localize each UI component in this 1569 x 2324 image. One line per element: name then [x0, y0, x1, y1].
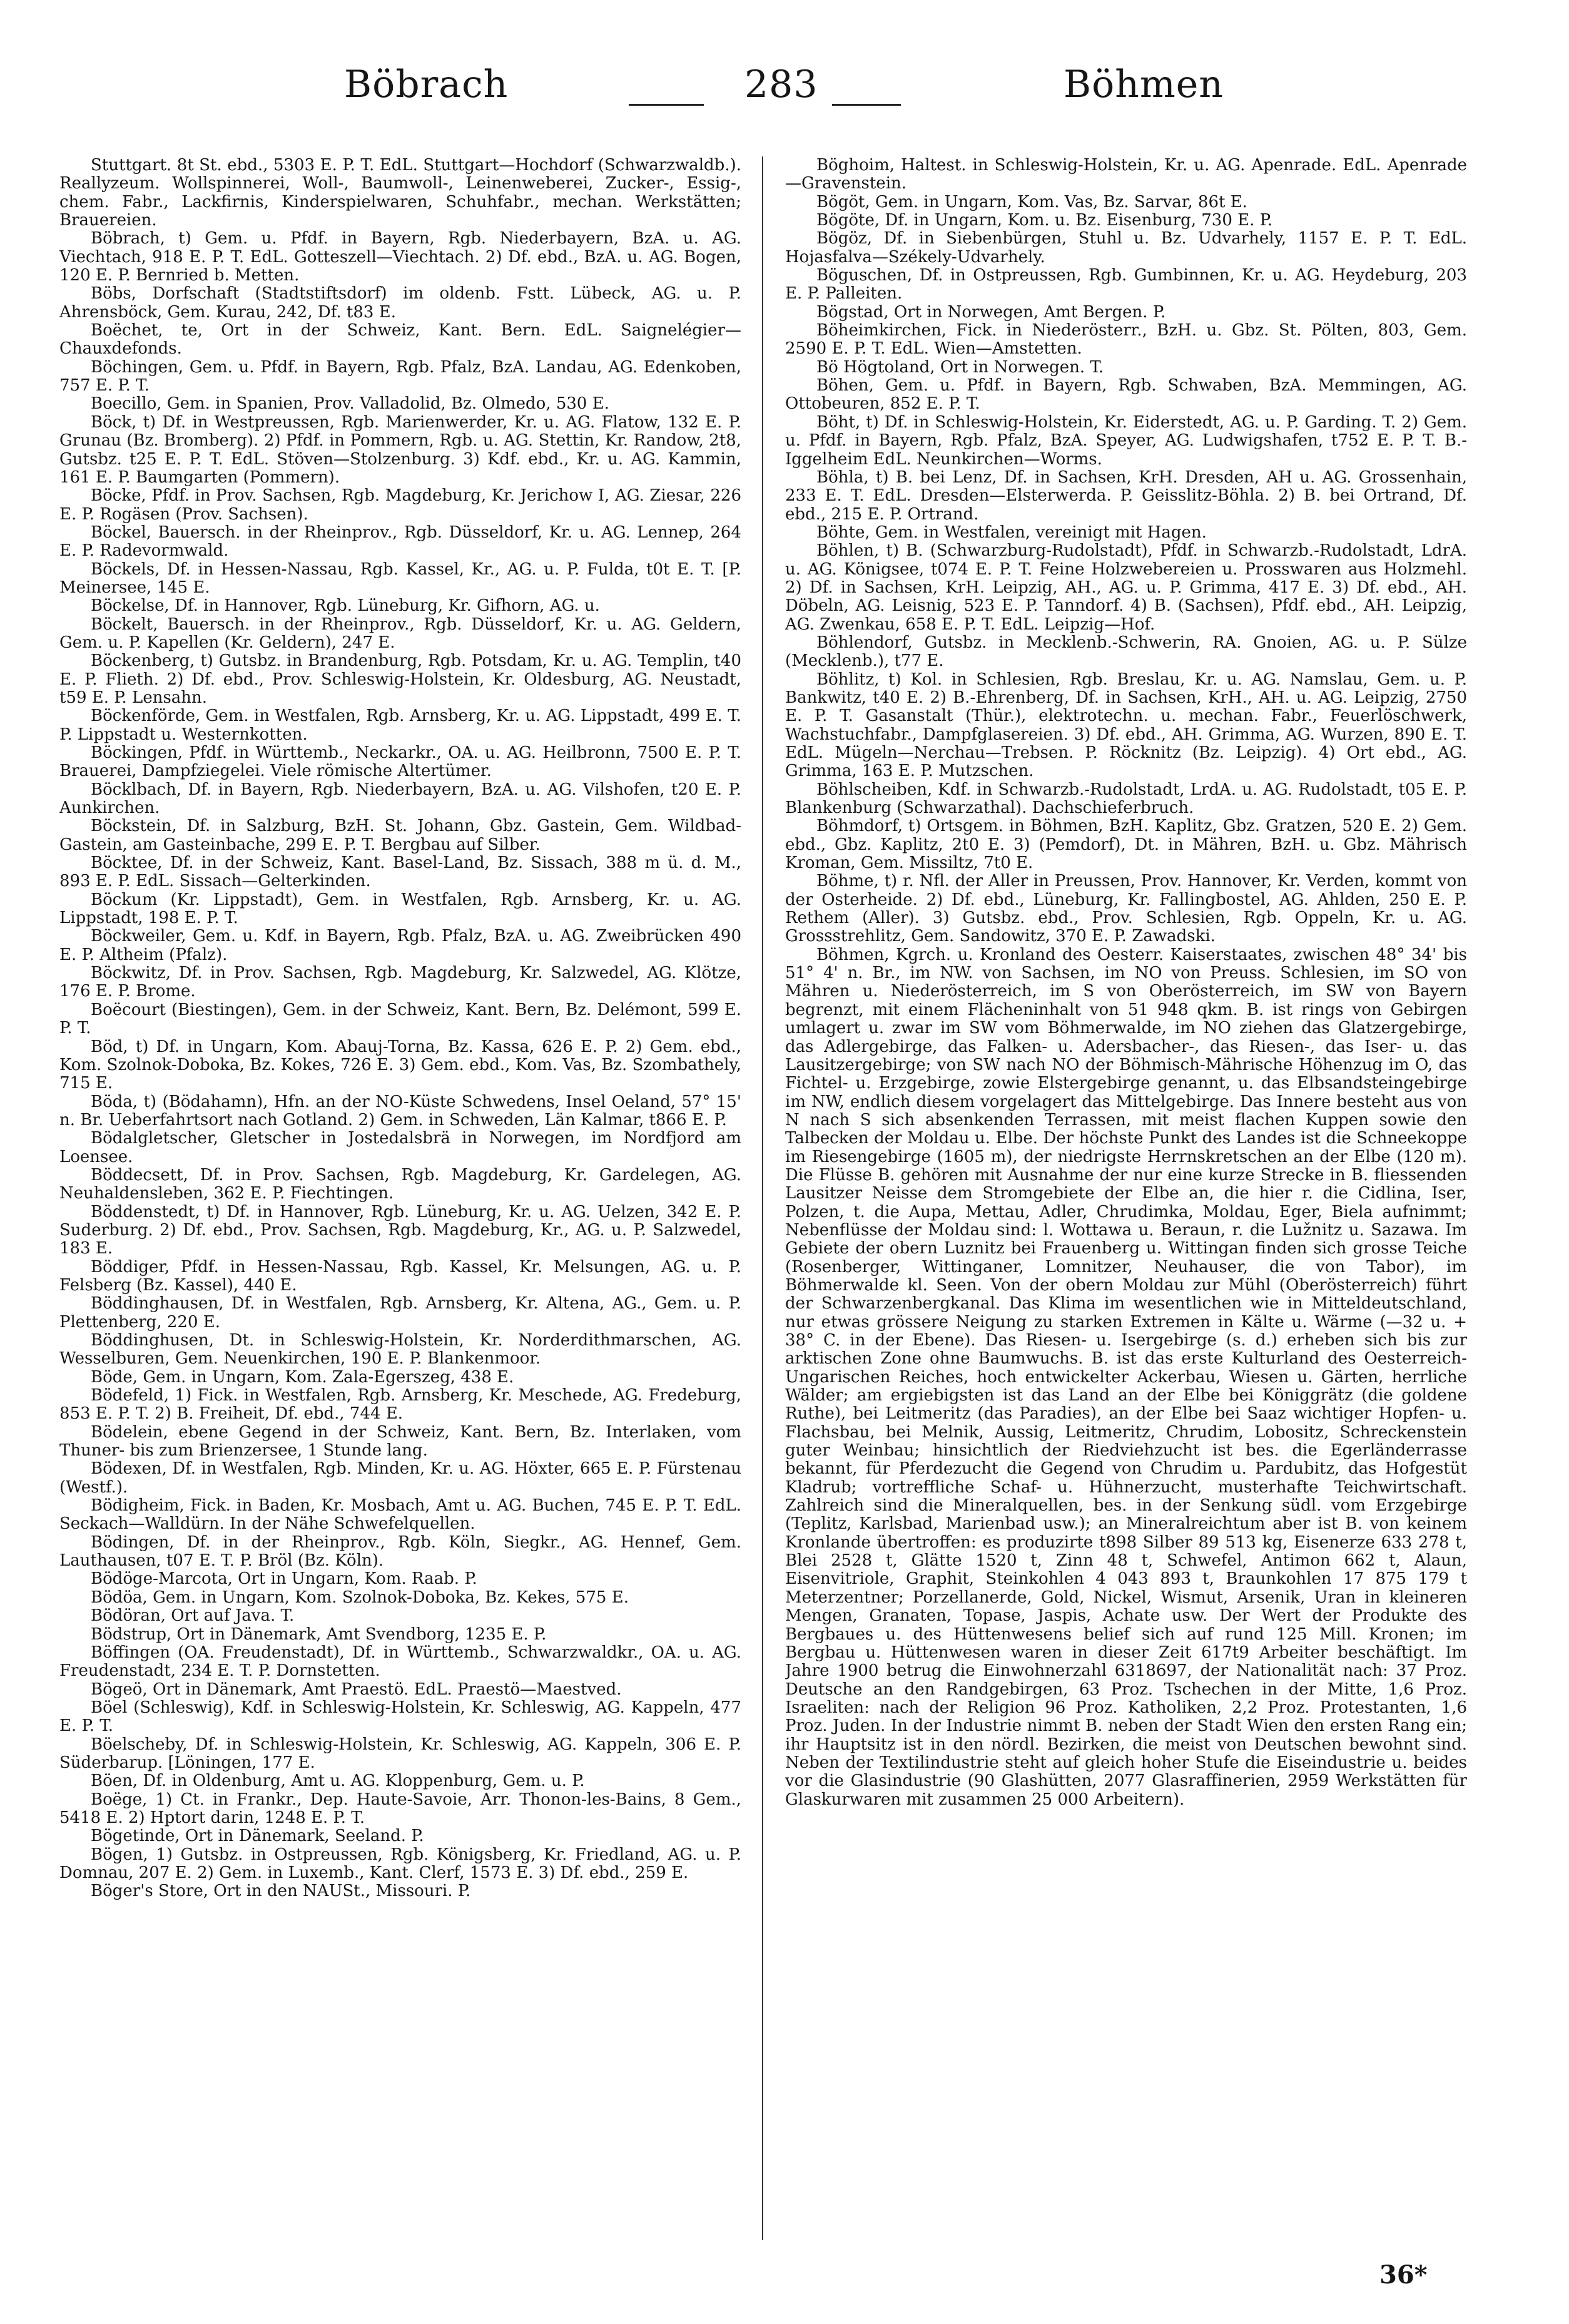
dictionary-entry: Böckingen, Pfdf. in Württemb., Neckarkr., OA. u. AG. Heilbronn, 7500 E. P. T. Brauerei, Dampfziegelei. Viele römische Altertümer. [59, 743, 741, 781]
header-left-keyword: Böbrach [344, 63, 509, 106]
header-dash-right [832, 104, 901, 106]
dictionary-entry: Böffingen (OA. Freudenstadt), Df. in Württemb., Schwarzwaldkr., OA. u. AG. Freudenstadt, 234 E. T. P. Dornstetten. [59, 1643, 741, 1681]
dictionary-entry: Böhmdorf, t) Ortsgem. in Böhmen, BzH. Kaplitz, Gbz. Gratzen, 520 E. 2) Gem. ebd., Gbz. Kaplitz, 2t0 E. 3) (Pemdorf), Dt. in Mähren, BzH. u. Gbz. Mährisch Kroman, Gem. Missiltz, 7t0 E. [785, 817, 1467, 873]
dictionary-entry: Böckenförde, Gem. in Westfalen, Rgb. Arnsberg, Kr. u. AG. Lippstadt, 499 E. T. P. Lippstadt u. Westernkotten. [59, 706, 741, 744]
dictionary-entry: Böd, t) Df. in Ungarn, Kom. Abauj-Torna, Bz. Kassa, 626 E. P. 2) Gem. ebd., Kom. Szolnok-Doboka, Bz. Kokes, 726 E. 3) Gem. ebd., Kom. Vas, Bz. Szombathely, 715 E. [59, 1037, 741, 1093]
header-right-keyword: Böhmen [1064, 63, 1224, 106]
dictionary-entry: Böddenstedt, t) Df. in Hannover, Rgb. Lüneburg, Kr. u. AG. Uelzen, 342 E. P. Suderburg. 2) Df. ebd., Prov. Sachsen, Rgb. Magdeburg, Kr., AG. u. P. Salzwedel, 183 E. [59, 1202, 741, 1258]
dictionary-entry: Böckweiler, Gem. u. Kdf. in Bayern, Rgb. Pfalz, BzA. u. AG. Zweibrücken 490 E. P. Altheim (Pfalz). [59, 927, 741, 964]
dictionary-entry: Bödöa, Gem. in Ungarn, Kom. Szolnok-Doboka, Bz. Kekes, 575 E. [91, 1588, 629, 1607]
dictionary-entry: Böghoim, Haltest. in Schleswig-Holstein, Kr. u. AG. Apenrade. EdL. Apenrade—Gravenstein. [785, 156, 1467, 193]
dictionary-entry: Böhlendorf, Gutsbz. in Mecklenb.-Schwerin, RA. Gnoien, AG. u. P. Sülze (Mecklenb.), t77 E. [785, 633, 1467, 671]
dictionary-entry: Böhla, t) B. bei Lenz, Df. in Sachsen, KrH. Dresden, AH u. AG. Grossenhain, 233 E. T. EdL. Dresden—Elsterwerda. P. Geisslitz-Böhla. 2) B. bei Ortrand, Df. ebd., 215 E. P. Ortrand. [785, 467, 1467, 524]
signature-mark: 36* [1379, 2260, 1428, 2290]
dictionary-entry: Böchingen, Gem. u. Pfdf. in Bayern, Rgb. Pfalz, BzA. Landau, AG. Edenkoben, 757 E. P. T. [59, 357, 741, 395]
dictionary-entry: Boëge, 1) Ct. in Frankr., Dep. Haute-Savoie, Arr. Thonon-les-Bains, 8 Gem., 5418 E. 2) Hptort darin, 1248 E. P. T. [59, 1790, 741, 1827]
dictionary-entry: Böbs, Dorfschaft (Stadtstiftsdorf) im oldenb. Fstt. Lübeck, AG. u. P. Ahrensböck, Gem. Kurau, 242, Df. t83 E. [59, 284, 741, 322]
dictionary-entry: Böddiger, Pfdf. in Hessen-Nassau, Rgb. Kassel, Kr. Melsungen, AG. u. P. Felsberg (Bz. Kassel), 440 E. [59, 1257, 741, 1295]
dictionary-entry: Bödstrup, Ort in Dänemark, Amt Svendborg, 1235 E. P. [91, 1624, 547, 1644]
header-dash-left [629, 104, 704, 106]
dictionary-entry: Böck, t) Df. in Westpreussen, Rgb. Marienwerder, Kr. u. AG. Flatow, 132 E. P. Grunau (Bz. Bromberg). 2) Pfdf. in Pommern, Rgb. u. AG. Stettin, Kr. Randow, 2t8, Gutsbz. t25 E. P. T. EdL. Stöven—Stolzenburg. 3) Kdf. ebd., Kr. u. AG. Kammin, 161 E. P. Baumgarten (Pommern). [59, 412, 741, 487]
dictionary-entry: Böhlscheiben, Kdf. in Schwarzb.-Rudolstadt, LrdA. u. AG. Rudolstadt, t05 E. P. Blankenburg (Schwarzathal). Dachschieferbruch. [785, 780, 1467, 818]
dictionary-entry: Bögen, 1) Gutsbz. in Ostpreussen, Rgb. Königsberg, Kr. Friedland, AG. u. P. Domnau, 207 E. 2) Gem. in Luxemb., Kant. Clerf, 1573 E. 3) Df. ebd., 259 E. [59, 1845, 741, 1882]
dictionary-entry: Bö Högtoland, Ort in Norwegen. T. [816, 357, 1104, 377]
dictionary-entry: Böel (Schleswig), Kdf. in Schleswig-Holstein, Kr. Schleswig, AG. Kappeln, 477 E. P. T. [59, 1698, 741, 1736]
dictionary-entry: Bögstad, Ort in Norwegen, Amt Bergen. P. [816, 302, 1166, 322]
dictionary-entry: Böhte, Gem. in Westfalen, vereinigt mit Hagen. [816, 522, 1207, 542]
dictionary-entry: Bögöte, Df. in Ungarn, Kom. u. Bz. Eisenburg, 730 E. P. [816, 211, 1273, 230]
dictionary-entry: Böger's Store, Ort in den NAUSt., Missouri. P. [91, 1882, 471, 1901]
dictionary-entry: Böcklbach, Df. in Bayern, Rgb. Niederbayern, BzA. u. AG. Vilshofen, t20 E. P. Aunkirchen. [59, 780, 741, 818]
dictionary-entry: Böddinghusen, Dt. in Schleswig-Holstein, Kr. Norderdithmarschen, AG. Wesselburen, Gem. Neuenkirchen, 190 E. P. Blankenmoor. [59, 1331, 741, 1368]
dictionary-entry: Böguschen, Df. in Ostpreussen, Rgb. Gumbinnen, Kr. u. AG. Heydeburg, 203 E. P. Palleiten. [785, 266, 1467, 303]
dictionary-entry: Bödöge-Marcota, Ort in Ungarn, Kom. Raab. P. [91, 1569, 477, 1589]
dictionary-entry: Böddecsett, Df. in Prov. Sachsen, Rgb. Magdeburg, Kr. Gardelegen, AG. Neuhaldensleben, 362 E. P. Fiechtingen. [59, 1165, 741, 1203]
dictionary-entry: Böckelse, Df. in Hannover, Rgb. Lüneburg, Kr. Gifhorn, AG. u. [91, 596, 600, 616]
dictionary-entry: Böde, Gem. in Ungarn, Kom. Zala-Egerszeg, 438 E. [91, 1367, 514, 1387]
dictionary-entry: Bögöz, Df. in Siebenbürgen, Stuhl u. Bz. Udvarhely, 1157 E. P. T. EdL. Hojasfalva—Székely-Udvarhely. [785, 229, 1467, 267]
dictionary-entry: Böhmen, Kgrch. u. Kronland des Oesterr. Kaiserstaates, zwischen 48° 34' bis 51° 4' n. Br., im NW. von Sachsen, im NO von Preuss. Schlesien, im SO von Mähren u. Niederösterreich, im S von Oberösterreich, im SW von Bayern begrenzt, mit einem Flächeninhalt von 51 948 qkm. B. ist rings von Gebirgen umlagert u. zwar im SW vom Böhmerwalde, im NO ziehen das Glatzergebirge, das Adlergebirge, das Falken- u. Adersbacher-, das Riesen-, das Iser- u. das Lausitzergebirge; von SW nach NO der Böhmisch-Mährische Höhenzug im O, das Fichtel- u. Erzgebirge, zowie Elstergebirge genannt, u. das Elbsandsteingebirge im NW, endlich diesem vorgelagert das Mittelgebirge. Das Innere besteht aus von N nach S sich absenkenden Terrassen, mit meist flachen Kuppen sowie den Talbecken der Moldau u. Elbe. Der höchste Punkt des Landes ist die Schneekoppe im Riesengebirge (1605 m), der niedrigste Herrnskretschen an der Elbe (120 m). Die Flüsse B. gehören mit Ausnahme der nur eine kurze Strecke in B. fliessenden Lausitzer Neisse dem Stromgebiete der Elbe an, die hier r. die Cidlina, Iser, Polzen, t. die Aupa, Mettau, Adler, Chrudimka, Moldau, Eger, Biela aufnimmt; Nebenflüsse der Moldau sind: l. Wottawa u. Beraun, r. die Lužnitz u. Sazawa. Im Gebiete der obern Luznitz bei Frauenberg u. Wittingan finden sich grosse Teiche (Rosenberger, Wittinganer, Lomnitzer, Neuhauser, die von Tabor), im Böhmerwalde kl. Seen. Von der obern Moldau zur Mühl (Oberösterreich) führt der Schwarzenbergkanal. Das Klima im wesentlichen wie in Mitteldeutschland, nur etwas grössere Neigung zu starken Extremen in Kälte u. Wärme (—32 u. + 38° C. in der Ebene). Das Riesen- u. Isergebirge (s. d.) erheben sich bis zur arktischen Zone ohne Baumwuchs. B. ist das erste Kulturland des Oesterreich-Ungarischen Reiches, hoch entwickelter Ackerbau, Wiesen u. Gärten, herrliche Wälder; am ergiebigsten ist das Land an der Elbe bei Königgrätz (die goldene Ruthe), bei Leitmeritz (das Paradies), an der Elbe bei Saaz wichtiger Hopfen- u. Flachsbau, bei Melnik, Aussig, Leitmeritz, Chrudim, Lobositz, Schreckenstein guter Weinbau; hinsichtlich der Riedviehzucht ist bes. die Egerländerrasse bekannt, für Pferdezucht die Gegend von Chrudim u. Pardubitz, das Hofgestüt Kladrub; vortreffliche Schaf- u. Hühnerzucht, musterhafte Teichwirtschaft. Zahlreich sind die Mineralquellen, bes. in der Senkung südl. vom Erzgebirge (Teplitz, Karlsbad, Marienbad usw.); an Mineralreichtum aber ist B. von keinem Kronlande übertroffen: es produzirte t898 Silber 89 513 kg, Eisenerze 633 278 t, Blei 2528 t, Glätte 1520 t, Zinn 48 t, Schwefel, Antimon 662 t, Alaun, Eisenvitriole, Graphit, Steinkohlen 4 043 893 t, Braunkohlen 17 875 179 t Meterzentner; Porzellanerde, Gold, Nickel, Wismut, Arsenik, Uran in kleineren Mengen, Granaten, Topase, Jaspis, Achate usw. Der Wert der Produkte des Bergbaues u. des Hüttenwesens belief sich auf rund 125 Mill. Kronen; im Bergbau u. Hüttenwesen waren in dieser Zeit 617t9 Arbeiter beschäftigt. Im Jahre 1900 betrug die Einwohnerzahl 6318697, der Nationalität nach: 37 Proz. Deutsche an den Randgebirgen, 63 Proz. Tschechen in der Mitte, 1,6 Proz. Israeliten: nach der Religion 96 Proz. Katholiken, 2,2 Proz. Protestanten, 1,6 Proz. Juden. In der Industrie nimmt B. neben der Stadt Wien den ersten Rang ein; ihr Hauptsitz ist in den nördl. Bezirken, die meist von Deutschen bewohnt sind. Neben der Textilindustrie steht auf gleich hoher Stufe die Eiseindustrie u. beides vor die Glasindustrie (90 Glashütten, 2077 Glasraffinerien, 2959 Werkstätten für Glaskurwaren mit zusammen 25 000 Arbeitern). [785, 945, 1467, 1809]
dictionary-entry: Bödelein, ebene Gegend in der Schweiz, Kant. Bern, Bz. Interlaken, vom Thuner- bis zum Brienzersee, 1 Stunde lang. [59, 1422, 741, 1460]
dictionary-entry: Bödigheim, Fick. in Baden, Kr. Mosbach, Amt u. AG. Buchen, 745 E. P. T. EdL. Seckach—Walldürn. In der Nähe Schwefelquellen. [59, 1496, 741, 1534]
dictionary-entry: Boëchet, te, Ort in der Schweiz, Kant. Bern. EdL. Saignelégier—Chauxdefonds. [59, 321, 741, 359]
dictionary-entry: Böen, Df. in Oldenburg, Amt u. AG. Kloppenburg, Gem. u. P. [91, 1771, 585, 1791]
dictionary-entry: Bödexen, Df. in Westfalen, Rgb. Minden, Kr. u. AG. Höxter, 665 E. P. Fürstenau (Westf.). [59, 1459, 741, 1497]
dictionary-entry: Böddinghausen, Df. in Westfalen, Rgb. Arnsberg, Kr. Altena, AG., Gem. u. P. Plettenberg, 220 E. [59, 1294, 741, 1332]
dictionary-entry: Böhme, t) r. Nfl. der Aller in Preussen, Prov. Hannover, Kr. Verden, kommt von der Osterheide. 2) Df. ebd., Lüneburg, Kr. Fallingbostel, AG. Ahlden, 250 E. P. Rethem (Aller). 3) Gutsbz. ebd., Prov. Schlesien, Rgb. Oppeln, Kr. u. AG. Grossstrehlitz, Gem. Sandowitz, 370 E. P. Zawadski. [785, 872, 1467, 946]
dictionary-entry: Böbrach, t) Gem. u. Pfdf. in Bayern, Rgb. Niederbayern, BzA. u. AG. Viechtach, 918 E. P. T. EdL. Gotteszell—Viechtach. 2) Df. ebd., BzA. u. AG. Bogen, 120 E. P. Bernried b. Metten. [59, 229, 741, 285]
dictionary-entry: Böhlen, t) B. (Schwarzburg-Rudolstadt), Pfdf. in Schwarzb.-Rudolstadt, LdrA. u. AG. Königsee, t074 E. P. T. Feine Holzwebereien u. Prosswaren aus Holzmehl. 2) Df. in Sachsen, KrH. Leipzig, AH., AG. u. P. Grimma, 417 E. 3) Df. ebd., AH. Döbeln, AG. Leisnig, 523 E. P. Tanndorf. 4) B. (Sachsen), Pfdf. ebd., AH. Leipzig, AG. Zwenkau, 658 E. P. T. EdL. Leipzig—Hof. [785, 541, 1467, 634]
dictionary-entry: Böheimkirchen, Fick. in Niederösterr., BzH. u. Gbz. St. Pölten, 803, Gem. 2590 E. P. T. EdL. Wien—Amstetten. [785, 321, 1467, 359]
dictionary-entry: Böda, t) (Bödahamn), Hfn. an der NO-Küste Schwedens, Insel Oeland, 57° 15' n. Br. Ueberfahrtsort nach Gotland. 2) Gem. in Schweden, Län Kalmar, t866 E. P. [59, 1092, 741, 1129]
dictionary-entry: Stuttgart. 8t St. ebd., 5303 E. P. T. EdL. Stuttgart—Hochdorf (Schwarzwaldb.). Reallyzeum. Wollspinnerei, Woll-, Baumwoll-, Leinenweberei, Zucker-, Essig-, chem. Fabr., Lackfirnis, Kinderspielwaren, Schuhfabr., mechan. Werkstätten; Brauereien. [59, 156, 741, 230]
dictionary-entry: Böhen, Gem. u. Pfdf. in Bayern, Rgb. Schwaben, BzA. Memmingen, AG. Ottobeuren, 852 E. P. T. [785, 376, 1467, 414]
dictionary-entry: Bödingen, Df. in der Rheinprov., Rgb. Köln, Siegkr., AG. Hennef, Gem. Lauthausen, t07 E. T. P. Bröl (Bz. Köln). [59, 1532, 741, 1571]
dictionary-entry: Bödefeld, 1) Fick. in Westfalen, Rgb. Arnsberg, Kr. Meschede, AG. Fredeburg, 853 E. P. T. 2) B. Freiheit, Df. ebd., 744 E. [59, 1386, 741, 1424]
dictionary-entry: Böcke, Pfdf. in Prov. Sachsen, Rgb. Magdeburg, Kr. Jerichow I, AG. Ziesar, 226 E. P. Rogäsen (Prov. Sachsen). [59, 486, 741, 524]
left-column [59, 156, 741, 2259]
dictionary-entry: Böckwitz, Df. in Prov. Sachsen, Rgb. Magdeburg, Kr. Salzwedel, AG. Klötze, 176 E. P. Brome. [59, 964, 741, 1001]
dictionary-entry: Bödöran, Ort auf Java. T. [91, 1606, 295, 1626]
dictionary-entry: Bögetinde, Ort in Dänemark, Seeland. P. [91, 1827, 424, 1846]
dictionary-entry: Böcktee, Df. in der Schweiz, Kant. Basel-Land, Bz. Sissach, 388 m ü. d. M., 893 E. P. EdL. Sissach—Gelterkinden. [59, 854, 741, 891]
dictionary-entry: Böckenberg, t) Gutsbz. in Brandenburg, Rgb. Potsdam, Kr. u. AG. Templin, t40 E. P. Flieth. 2) Df. ebd., Prov. Schleswig-Holstein, Kr. Oldesburg, AG. Neustadt, t59 E. P. Lensahn. [59, 651, 741, 707]
dictionary-entry: Böckels, Df. in Hessen-Nassau, Rgb. Kassel, Kr., AG. u. P. Fulda, t0t E. T. [P. Meinersee, 145 E. [59, 559, 741, 597]
right-column [785, 156, 1467, 2259]
dictionary-entry: Böckelt, Bauersch. in der Rheinprov., Rgb. Düsseldorf, Kr. u. AG. Geldern, Gem. u. P. Kapellen (Kr. Geldern), 247 E. [59, 614, 741, 652]
dictionary-entry: Böelscheby, Df. in Schleswig-Holstein, Kr. Schleswig, AG. Kappeln, 306 E. P. Süderbarup. [Löningen, 177 E. [59, 1735, 741, 1772]
dictionary-entry: Boecillo, Gem. in Spanien, Prov. Valladolid, Bz. Olmedo, 530 E. [91, 394, 609, 414]
column-divider [762, 156, 763, 2240]
dictionary-entry: Böhlitz, t) Kol. in Schlesien, Rgb. Breslau, Kr. u. AG. Namslau, Gem. u. P. Bankwitz, t40 E. 2) B.-Ehrenberg, Df. in Sachsen, KrH., AH. u. AG. Leipzig, 2750 E. P. T. Gasanstalt (Thür.), elektrotechn. u. mechan. Fabr., Feuerlöschwerk, Wachstuchfabr., Dampfglasereien. 3) Df. ebd., AH. Grimma, AG. Wurzen, 890 E. T. EdL. Mügeln—Nerchau—Trebsen. P. Röcknitz (Bz. Leipzig). 4) Ort ebd., AG. Grimma, 163 E. P. Mutzschen. [785, 670, 1467, 781]
page-number: 283 [744, 63, 818, 106]
dictionary-entry: Bödalgletscher, Gletscher in Jostedalsbrä in Norwegen, im Nordfjord am Loensee. [59, 1129, 741, 1166]
dictionary-entry: Bögeö, Ort in Dänemark, Amt Praestö. EdL. Praestö—Maestved. [91, 1679, 622, 1699]
dictionary-entry: Böckum (Kr. Lippstadt), Gem. in Westfalen, Rgb. Arnsberg, Kr. u. AG. Lippstadt, 198 E. P. T. [59, 890, 741, 928]
dictionary-entry: Böckstein, Df. in Salzburg, BzH. St. Johann, Gbz. Gastein, Gem. Wildbad-Gastein, am Gasteinbache, 299 E. P. T. Bergbau auf Silber. [59, 817, 741, 854]
page-header [0, 63, 1569, 131]
dictionary-entry: Böht, t) Df. in Schleswig-Holstein, Kr. Eiderstedt, AG. u. P. Garding. T. 2) Gem. u. Pfdf. in Bayern, Rgb. Pfalz, BzA. Speyer, AG. Ludwigshafen, t752 E. P. T. B.-Iggelheim EdL. Neunkirchen—Worms. [785, 412, 1467, 469]
dictionary-entry: Bögöt, Gem. in Ungarn, Kom. Vas, Bz. Sarvar, 86t E. [816, 192, 1247, 212]
dictionary-entry: Böckel, Bauersch. in der Rheinprov., Rgb. Düsseldorf, Kr. u. AG. Lennep, 264 E. P. Radevormwald. [59, 522, 741, 561]
dictionary-entry: Boëcourt (Biestingen), Gem. in der Schweiz, Kant. Bern, Bz. Delémont, 599 E. P. T. [59, 1000, 741, 1038]
